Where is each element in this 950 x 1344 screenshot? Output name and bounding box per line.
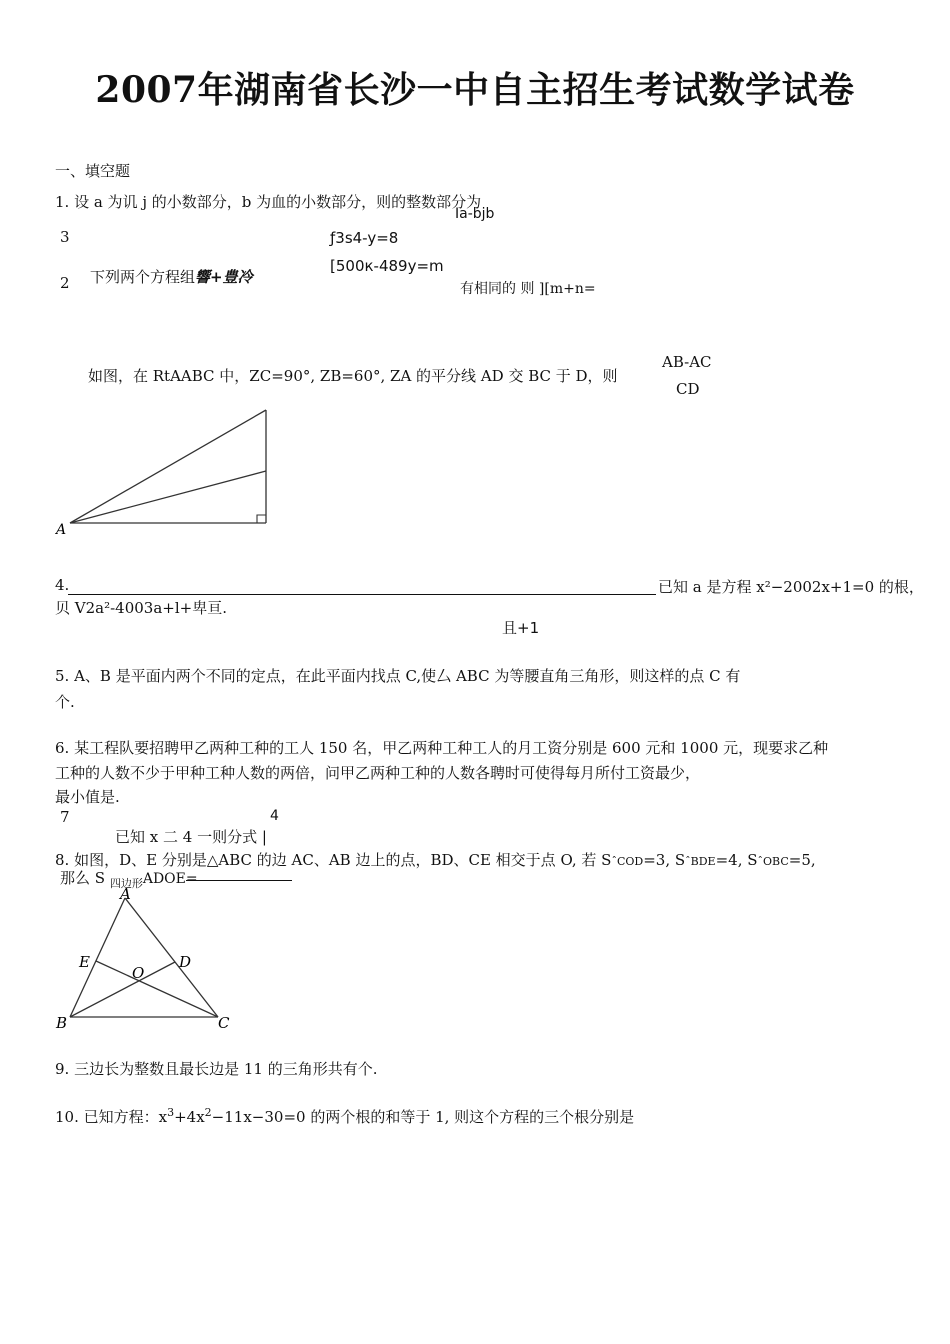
quadrilateral-label: ADOE= [142,871,198,887]
question-1: 1. 设 a 为讥 j 的小数部分，b 为血的小数部分，则的整数部分为 [55,193,482,211]
question-7-number: 7 [60,808,70,826]
question-2-tail-clipped [460,278,660,297]
question-3-clipped [88,365,658,385]
question-2-tail: 有相同的 则 ][m+n= [460,281,596,297]
question-10-tail: −11x−30=0 的两个根的和等于 1, 则这个方程的三个根分别是 [211,1108,635,1126]
point-label-e: E [79,953,90,971]
question-4-text: 已知 a 是方程 x²−2002x+1=0 的根， [658,578,924,596]
question-2-lead [90,266,253,287]
vertex-label-c: C [218,1014,230,1032]
question-3-denominator: CD [676,380,700,398]
question-10-term: +4x [174,1108,205,1126]
question-6-line-3: 最小值是. [55,788,120,806]
question-4-number: 4. [55,576,70,594]
angle-bisector-ad [70,471,266,523]
question-7-text: 已知 x 二 4 一则分式 | [115,828,267,846]
question-3-denominator-clipped [676,380,716,398]
question-2-text: 下列两个方程组 [90,268,196,286]
page-title: 2007年湖南省长沙一中自主招生考试数学试卷 [95,69,855,111]
side-ac [125,898,218,1017]
question-4-blank-line [68,594,656,595]
question-10-lead: 10. 已知方程：x [55,1108,168,1126]
question-5-line-1: 5. A、B 是平面内两个不同的定点，在此平面内找点 C,使厶 ABC 为等腰直角三角形，则这样的点 C 有 [55,667,741,685]
question-number-3: 3 [60,228,70,246]
vertex-label-b: B [56,1014,68,1032]
question-1-fraction: Ia-bjb [455,206,495,222]
equation-line-2: [500к-489y=m [330,257,444,275]
exponent-3: 3 [167,1106,175,1119]
area-subscript-cod: ˆCOD [611,855,644,868]
segment-ce [96,961,218,1017]
area-value-bde: =4, S [715,851,758,869]
triangle-cevians-figure [50,884,250,1034]
question-4-line-2: 贝 V2a²-4003a+l+卑亘. [55,599,227,617]
question-3-text: 如图，在 RtAABC 中，ZC=90°, ZB=60°, ZA 的平分线 AD 交 BC 于 D，则 [88,367,618,385]
point-label-d: D [179,953,192,971]
right-angle-mark [257,515,266,523]
vertex-label-a: A [120,885,131,903]
area-subscript-bde: ˆBDE [685,855,716,868]
question-9: 9. 三边长为整数且最长边是 11 的三角形共有个. [55,1060,378,1078]
quadrilateral-subscript: 四边形 [109,877,143,890]
vertex-label-a: A [56,522,67,538]
exponent-2: 2 [204,1106,212,1119]
question-6-line-2: 工种的人数不少于甲种工种人数的两倍，问甲乙两种工种的人数各聘时可使得每月所付工资最少， [55,764,701,782]
area-subscript-obc: ˆOBC [757,855,789,868]
section-heading: 一、填空题 [55,162,131,180]
question-7-superscript: 4 [270,808,279,824]
equation-line-1: ƒ3s4-y=8 [330,229,399,247]
question-10 [55,1106,634,1127]
question-number-2: 2 [60,274,70,292]
question-8-blank-line [186,880,292,881]
question-4-fraction: 且+1 [502,619,540,637]
question-3-numerator: AB-AC [662,353,712,371]
question-2-garbled: 響+豊冷 [195,268,253,286]
triangle-bisector-figure [50,400,280,540]
question-5-line-2: 个. [55,693,75,711]
area-value-obc: =5, [788,851,816,869]
question-8-text: 8. 如图，D、E 分别是△ABC 的边 AC、AB 边上的点，BD、CE 相交于点 O, 若 S [55,851,612,869]
question-7-clipped [115,826,285,846]
point-label-o: O [132,964,145,982]
question-6-line-1: 6. 某工程队要招聘甲乙两种工种的工人 150 名，甲乙两种工种工人的月工资分别是 600 元和 1000 元，现要求乙种 [55,739,829,757]
area-value-cod: =3, S [643,851,686,869]
hypotenuse [70,410,266,523]
question-8-prompt: 那么 S [60,869,106,887]
